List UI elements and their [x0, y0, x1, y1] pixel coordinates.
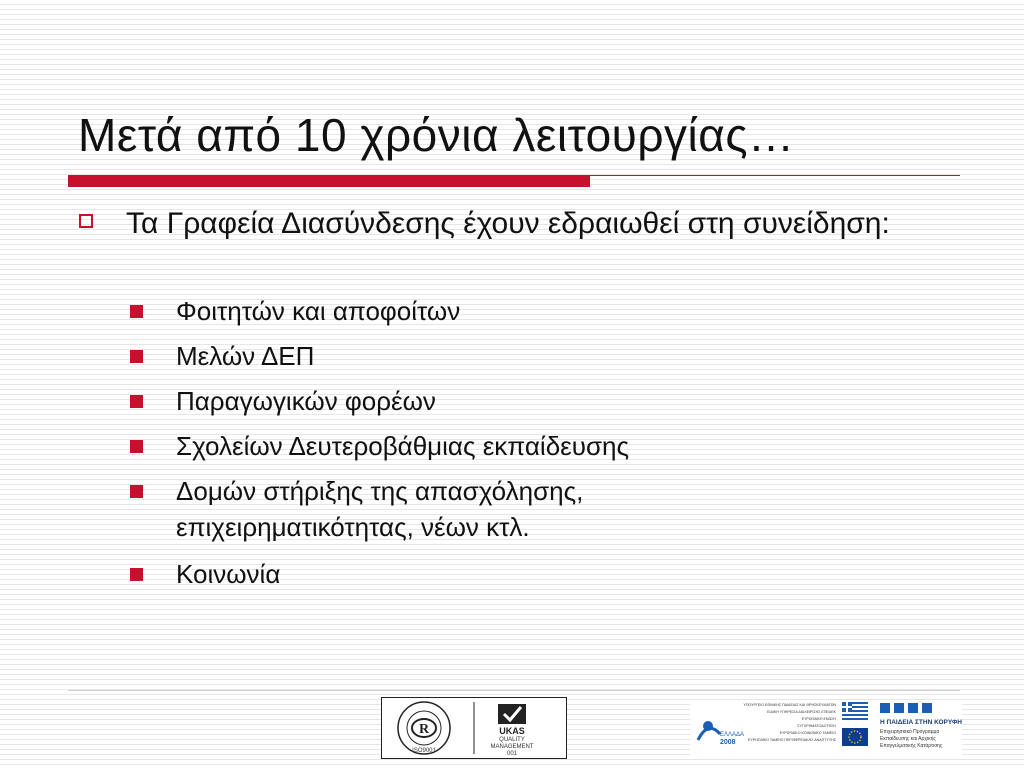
program-name: Η ΠΑΙΔΕΙΑ ΣΤΗΝ ΚΟΡΥΦΗ — [880, 719, 962, 726]
eu-flag-icon — [842, 728, 868, 746]
sub-bullet-students: Φοιτητών και αποφοίτων — [176, 296, 461, 326]
ministry-line: ΣΥΓΧΡΗΜΑΤΟΔΟΤΗΣΗ — [797, 724, 836, 728]
filled-square-bullet-icon — [130, 485, 143, 498]
ukas-quality-label: QUALITY — [499, 737, 525, 743]
sub-bullet-productive-bodies: Παραγωγικών φορέων — [176, 386, 436, 416]
ministry-line: ΥΠΟΥΡΓΕΙΟ ΕΘΝΙΚΗΣ ΠΑΙΔΕΙΑΣ ΚΑΙ ΘΡΗΣΚΕΥΜΑΤΩΝ — [743, 703, 836, 707]
filled-square-bullet-icon — [130, 350, 143, 363]
ukas-number-label: 001 — [506, 751, 518, 757]
sub-bullet-secondary-schools: Σχολείων Δευτεροβάθμιας εκπαίδευσης — [176, 431, 630, 461]
sub-bullet-society: Κοινωνία — [176, 559, 281, 589]
hellas-year: 2008 — [720, 739, 736, 746]
filled-square-bullet-icon — [130, 568, 143, 581]
ministry-line: ΕΥΡΩΠΑΪΚΗ ΕΝΩΣΗ — [801, 717, 836, 721]
main-bullet-text: Τα Γραφεία Διασύνδεσης έχουν εδραιωθεί στη συνείδηση: — [126, 207, 890, 240]
program-logo-squares-icon — [880, 703, 932, 713]
hollow-square-bullet-icon — [79, 214, 93, 228]
iso-ukas-logo-icon — [382, 698, 566, 758]
program-subtext: Επαγγελματικής Κατάρτισης — [880, 743, 943, 749]
ministry-line: ΕΥΡΩΠΑΪΚΟ ΤΑΜΕΙΟ ΠΕΡΙΦΕΡΕΙΑΚΗΣ ΑΝΑΠΤΥΞΗΣ — [748, 738, 836, 742]
ukas-management-label: MANAGEMENT — [490, 744, 534, 750]
slide-title: Μετά από 10 χρόνια λειτουργίας… — [78, 109, 795, 161]
greek-flag-icon — [842, 702, 868, 720]
ukas-label: UKAS — [499, 726, 525, 736]
iso-label: ISO9001 — [412, 748, 436, 754]
ministry-line: ΕΥΡΩΠΑΪΚΟ ΚΟΙΝΩΝΙΚΟ ΤΑΜΕΙΟ — [779, 731, 836, 735]
funding-logos — [690, 700, 962, 756]
funding-partners-logo-icon — [690, 700, 962, 756]
title-accent-bar — [68, 175, 590, 187]
filled-square-bullet-icon — [130, 440, 143, 453]
svg-text:R: R — [418, 722, 430, 737]
certification-logos — [381, 697, 567, 759]
filled-square-bullet-icon — [130, 305, 143, 318]
ministry-line: ΕΙΔΙΚΗ ΥΠΗΡΕΣΙΑ ΔΙΑΧΕΙΡΙΣΗΣ ΕΠΕΑΕΚ — [767, 710, 836, 714]
hellas-label: ΕΛΛΑΔΑ — [720, 732, 745, 738]
program-subtext: Επιχειρησιακό Πρόγραμμα — [880, 729, 940, 735]
filled-square-bullet-icon — [130, 395, 143, 408]
sub-bullet-faculty: Μελών ΔΕΠ — [176, 341, 315, 371]
sub-bullet-employment-structures: Δομών στήριξης της απασχόλησης, επιχειρηματικότητας, νέων κτλ. — [176, 476, 584, 542]
footer-divider — [68, 690, 960, 691]
program-subtext: Εκπαίδευσης και Αρχικής — [880, 736, 936, 742]
